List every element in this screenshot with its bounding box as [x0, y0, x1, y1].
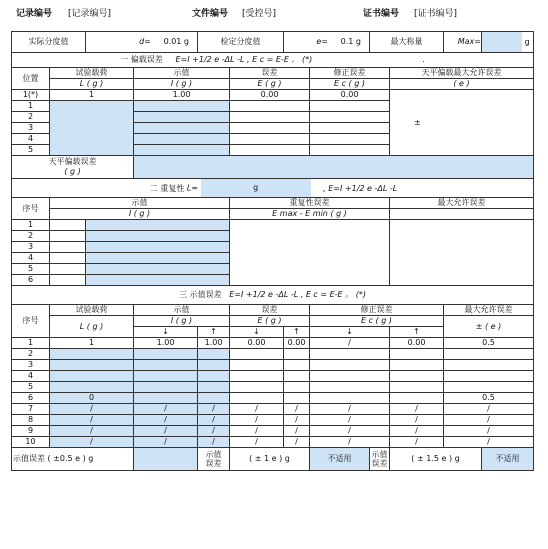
row-label: 4 — [12, 371, 50, 382]
sec2-h-indication: 示值 — [50, 198, 230, 209]
indication-down-input[interactable] — [134, 349, 198, 360]
load-input[interactable]: / — [50, 415, 134, 426]
indication-down-cell: 1.00 — [134, 338, 198, 349]
row-label: 5 — [12, 145, 50, 156]
load-input[interactable] — [50, 371, 134, 382]
corrected-down-cell: / — [310, 338, 390, 349]
error-05e-input[interactable] — [134, 448, 198, 471]
sec3-h-load: 试验载荷 — [50, 305, 134, 316]
sec2-load-input[interactable]: g — [201, 179, 311, 197]
indication-up-input[interactable]: / — [198, 415, 230, 426]
row-label: 6 — [12, 275, 50, 286]
repeat-indication-input[interactable] — [86, 242, 230, 253]
indication-input[interactable] — [134, 112, 230, 123]
sec1-title-row: 一 偏载误差 E=I +1/2 e -ΔL -L , E c = E-E 。 (*) . — [12, 53, 534, 68]
corrected-cell — [310, 145, 390, 156]
sec3-mpe-unit: ± ( e ) — [444, 316, 534, 338]
error-15e-value[interactable]: 不适用 — [482, 448, 534, 471]
calibration-table — [11, 31, 534, 471]
load-input[interactable] — [50, 101, 134, 156]
repeat-indication-input[interactable] — [86, 264, 230, 275]
table-row — [12, 393, 534, 404]
indication-cell: 1.00 — [134, 90, 230, 101]
sec3-title: 三 示值误差 — [179, 290, 222, 299]
indication-up-input[interactable] — [198, 371, 230, 382]
balance-error-row — [12, 156, 534, 179]
sec1-mpe-unit: ( e ) — [390, 79, 534, 90]
repeat-indication-input[interactable] — [86, 220, 230, 231]
cert-no-label: 证书编号 — [363, 9, 400, 19]
balance-error-label: 天平偏载误差 ( g ) — [12, 156, 134, 179]
arrow-up-icon: ↑ — [390, 327, 444, 338]
row-label: 3 — [12, 123, 50, 134]
sec2-title: 二 重复性 — [149, 183, 185, 193]
error-cell — [230, 112, 310, 123]
max-capacity-sym: Max= — [444, 32, 482, 53]
load-input[interactable]: / — [50, 404, 134, 415]
row-label: 6 — [12, 393, 50, 404]
table-row: 9 / / / / / / / / — [12, 426, 534, 437]
error-down-cell: 0.00 — [230, 338, 284, 349]
row-label: 4 — [12, 253, 50, 264]
file-no-value: [受控号] — [242, 9, 277, 19]
document-header — [0, 6, 548, 22]
corrected-up-cell: 0.00 — [390, 338, 444, 349]
indication-up-input[interactable]: / — [198, 404, 230, 415]
row-label: 1 — [12, 338, 50, 349]
sec1-h-error: 误差 — [230, 68, 310, 79]
arrow-up-icon: ↑ — [198, 327, 230, 338]
arrow-down-icon: ↓ — [134, 327, 198, 338]
row-label: 7 — [12, 404, 50, 415]
indication-up-input[interactable]: / — [198, 426, 230, 437]
load-input[interactable] — [50, 349, 134, 360]
indication-down-input[interactable] — [134, 371, 198, 382]
row-label: 8 — [12, 415, 50, 426]
sec3-h-no: 序号 — [12, 305, 50, 338]
error-cell — [230, 101, 310, 112]
sec1-h-indication: 示值 — [134, 68, 230, 79]
sec1-formula: E=I +1/2 e -ΔL -L , E c = E-E 。 (*) — [175, 55, 313, 64]
load-cell: 1 — [50, 338, 134, 349]
sec1-mpe-cell: ± — [390, 90, 534, 156]
sec3-ind-unit: I ( g ) — [134, 316, 230, 327]
corrected-cell — [310, 101, 390, 112]
sec3-err-unit: E ( g ) — [230, 316, 310, 327]
row-label: 4 — [12, 134, 50, 145]
indication-input[interactable] — [134, 123, 230, 134]
error-up-cell: 0.00 — [284, 338, 310, 349]
table-row — [12, 382, 534, 393]
indication-up-input[interactable] — [198, 393, 230, 404]
sec2-unit-row — [12, 209, 534, 220]
repeat-error-cell — [230, 220, 390, 286]
sec1-err-unit: E ( g ) — [230, 79, 310, 90]
arrow-up-icon: ↑ — [284, 327, 310, 338]
arrow-down-icon: ↓ — [230, 327, 284, 338]
sec2-h-no: 序号 — [12, 198, 50, 220]
indication-down-input[interactable] — [134, 382, 198, 393]
indication-up-cell: 1.00 — [198, 338, 230, 349]
error-cell — [230, 134, 310, 145]
mpe-cell: 0.5 — [444, 393, 534, 404]
table-row — [12, 371, 534, 382]
max-capacity-field[interactable]: g — [482, 32, 534, 53]
error-15e-label: 示值 误差 — [370, 448, 390, 471]
sec3-h-indication: 示值 — [134, 305, 230, 316]
load-input[interactable] — [50, 382, 134, 393]
indication-input[interactable] — [134, 101, 230, 112]
cert-no-value: [证书编号] — [414, 9, 458, 19]
indication-down-input[interactable]: / — [134, 426, 198, 437]
sec1-h-position: 位置 — [12, 68, 50, 90]
sec3-h-mpe: 最大允许误差 — [444, 305, 534, 316]
indication-down-input[interactable]: / — [134, 404, 198, 415]
row-label: 1 — [12, 220, 50, 231]
mpe-cell: 0.5 — [444, 338, 534, 349]
sec2-h-repeat: 重复性误差 — [230, 198, 390, 209]
balance-error-input[interactable] — [134, 156, 534, 179]
arrow-down-icon: ↓ — [310, 327, 390, 338]
max-capacity-label: 最大称量 — [370, 32, 444, 53]
sec1-load-unit: L ( g ) — [50, 79, 134, 90]
actual-division-label: 实际分度值 — [12, 32, 86, 53]
sec1-ind-unit: I ( g ) — [134, 79, 230, 90]
sec2-formula: , E=I +1/2 e -ΔL -L — [323, 183, 398, 193]
indication-up-input[interactable] — [198, 382, 230, 393]
repeat-mpe-cell — [390, 220, 534, 286]
row-label: 10 — [12, 437, 50, 448]
error-1e-value[interactable]: 不适用 — [310, 448, 370, 471]
sec2-rep-unit: E max - E min ( g ) — [230, 209, 390, 220]
load-input[interactable] — [50, 360, 134, 371]
sec3-formula: E=I +1/2 e -ΔL -L , E c = E-E 。 (*) — [229, 290, 366, 299]
e-value-cell: e= 0.1 g — [284, 32, 370, 53]
corrected-cell — [310, 112, 390, 123]
sec2-h-mpe: 最大允许误差 — [390, 198, 534, 209]
table-row: 7 / / / / / / / / — [12, 404, 534, 415]
repeat-indication-input[interactable] — [86, 253, 230, 264]
verify-division-label: 检定分度值 — [198, 32, 284, 53]
row-label: 2 — [12, 231, 50, 242]
sec3-h-corrected: 修正误差 — [310, 305, 444, 316]
sec3-title-row — [12, 286, 534, 305]
load-input[interactable]: / — [50, 426, 134, 437]
error-1e-range: ( ± 1 e ) g — [230, 448, 310, 471]
sec1-title: 一 偏载误差 — [120, 55, 163, 64]
indication-down-input[interactable] — [134, 360, 198, 371]
record-no-value: [记录编号] — [68, 9, 112, 19]
corrected-cell — [310, 134, 390, 145]
sec2-title-row: 二 重复性 L= g , E=I +1/2 e -ΔL -L — [12, 179, 534, 198]
error-15e-range: ( ± 1.5 e ) g — [390, 448, 482, 471]
record-no-label: 记录编号 — [16, 9, 53, 19]
repeat-indication-input[interactable] — [86, 275, 230, 286]
sec1-unit-row — [12, 79, 534, 90]
row-label: 1 — [12, 101, 50, 112]
table-row: 8 / / / / / / / / — [12, 415, 534, 426]
load-input[interactable]: 0 — [50, 393, 134, 404]
error-cell — [230, 123, 310, 134]
sec3-footer-row — [12, 448, 534, 471]
row-label: 3 — [12, 242, 50, 253]
table-row: 10 / / / / / / / / — [12, 437, 534, 448]
indication-down-input[interactable] — [134, 393, 198, 404]
indication-input[interactable] — [134, 134, 230, 145]
indication-down-input[interactable]: / — [134, 437, 198, 448]
row-label: 1(*) — [12, 90, 50, 101]
sec1-corr-unit: E c ( g ) — [310, 79, 390, 90]
sec1-h-load: 试验载荷 — [50, 68, 134, 79]
table-row — [12, 360, 534, 371]
sec3-unit-row — [12, 316, 534, 327]
load-cell: 1 — [50, 90, 134, 101]
indication-up-input[interactable]: / — [198, 437, 230, 448]
table-row — [12, 349, 534, 360]
load-input[interactable]: / — [50, 437, 134, 448]
row-label: 2 — [12, 112, 50, 123]
sec3-h-error: 误差 — [230, 305, 310, 316]
sec3-load-unit: L ( g ) — [50, 316, 134, 338]
indication-down-input[interactable]: / — [134, 415, 198, 426]
row-label: 5 — [12, 264, 50, 275]
table-row — [12, 90, 534, 101]
row-label: 5 — [12, 382, 50, 393]
error-cell — [230, 145, 310, 156]
sec1-h-corrected: 修正误差 — [310, 68, 390, 79]
row-label: 9 — [12, 426, 50, 437]
file-no-label: 文件编号 — [192, 9, 229, 19]
error-05e-label: 示值误差 ( ±0.5 e ) g — [12, 448, 134, 471]
indication-up-input[interactable] — [198, 360, 230, 371]
d-value-cell: d= 0.01 g — [86, 32, 198, 53]
repeat-indication-input[interactable] — [86, 231, 230, 242]
error-cell: 0.00 — [230, 90, 310, 101]
sec2-header-row — [12, 198, 534, 209]
table-row — [12, 338, 534, 349]
row-label: 2 — [12, 349, 50, 360]
corrected-cell: 0.00 — [310, 90, 390, 101]
sec3-header-row — [12, 305, 534, 316]
error-1e-label: 示值 误差 — [198, 448, 230, 471]
sec3-corr-unit: E c ( g ) — [310, 316, 444, 327]
indication-input[interactable] — [134, 145, 230, 156]
sec1-header-row — [12, 68, 534, 79]
corrected-cell — [310, 123, 390, 134]
sec1-h-mpe: 天平偏载最大允许误差 — [390, 68, 534, 79]
sec2-ind-unit: I ( g ) — [50, 209, 230, 220]
table-row — [12, 220, 534, 231]
row-label: 3 — [12, 360, 50, 371]
scale-info-row — [12, 32, 534, 53]
indication-up-input[interactable] — [198, 349, 230, 360]
